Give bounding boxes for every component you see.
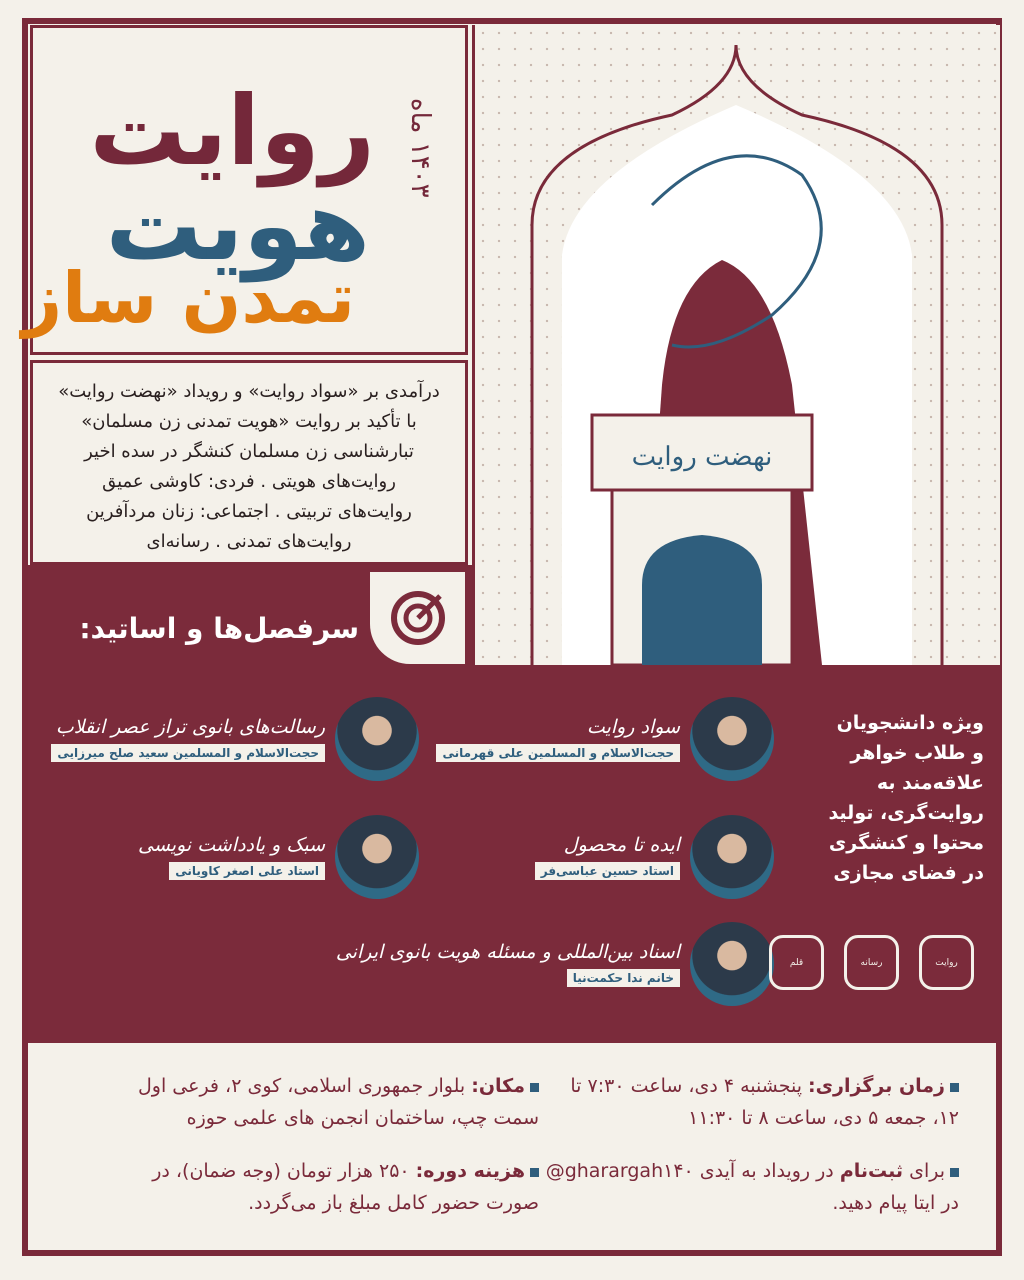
speaker-card	[51, 697, 419, 781]
info-fee	[119, 1155, 539, 1219]
speaker-name: استاد حسین عباسی‌فر	[535, 862, 680, 880]
place-value: بلوار جمهوری اسلامی، کوی ۲، فرعی اول سمت چپ، ساختمان انجمن های علمی حوزه	[137, 1075, 539, 1129]
bullet-icon	[950, 1083, 959, 1092]
target-icon	[370, 572, 465, 664]
speaker-photo	[690, 815, 774, 899]
speaker-name: حجت‌الاسلام و المسلمین علی قهرمانی	[436, 744, 680, 762]
speaker-photo	[690, 922, 774, 1006]
register-prefix: برای	[909, 1160, 945, 1182]
speaker-name: استاد علی اصغر کاویانی	[169, 862, 325, 880]
place-label: مکان:	[471, 1075, 525, 1097]
info-register	[539, 1155, 959, 1219]
sponsor-logo: رسانه	[844, 935, 899, 990]
time-value: پنجشنبه ۴ دی، ساعت ۷:۳۰ تا ۱۲، جمعه ۵ دی، ساعت ۸ تا ۱۱:۳۰	[570, 1075, 959, 1129]
bullet-icon	[530, 1083, 539, 1092]
audience-line: محتوا و کنشگری	[828, 832, 984, 854]
description-line: روایت‌های تربیتی . اجتماعی: زنان مردآفرین	[86, 501, 412, 522]
audience-line: ویژه دانشجویان	[836, 712, 984, 734]
title-box	[21, 25, 468, 355]
speaker-card	[138, 815, 419, 899]
description-line: روایت‌های هویتی . فردی: کاوشی عمیق	[102, 471, 396, 492]
description-line: روایت‌های تمدنی . رسانه‌ای	[146, 531, 352, 552]
title-line-2: هویت	[105, 170, 370, 282]
sponsor-logo: روایت	[919, 935, 974, 990]
sponsor-logo: قلم	[769, 935, 824, 990]
speaker-card	[436, 697, 774, 781]
mosque-arch-illustration	[472, 25, 1000, 665]
podium-text: نهضت روایت	[631, 442, 773, 472]
speaker-card	[535, 815, 774, 899]
title-line-3: تمدن ساز	[21, 257, 355, 339]
time-label: زمان برگزاری:	[808, 1075, 945, 1097]
title-line-1: روایت	[89, 75, 375, 187]
fee-value: ۲۵۰ هزار تومان (وجه ضمان)، در صورت حضور کامل مبلغ باز می‌گردد.	[152, 1160, 539, 1214]
description	[30, 360, 468, 565]
speaker-name: خانم ندا حکمت‌نیا	[567, 969, 680, 987]
speaker-topic: سواد روایت	[586, 716, 680, 738]
info-time	[539, 1070, 959, 1134]
audience-line: علاقه‌مند به	[876, 772, 984, 794]
title-side-text: ۱۴۰۳ ماه	[405, 98, 435, 198]
description-line: تبارشناسی زن مسلمان کنشگر در سده اخیر	[84, 441, 414, 462]
audience-line: و طلاب خواهر	[850, 742, 984, 764]
speaker-card	[336, 922, 774, 1006]
bullet-icon	[950, 1168, 959, 1177]
speaker-photo	[335, 697, 419, 781]
description-line: درآمدی بر «سواد روایت» و رویداد «نهضت روایت»	[58, 381, 440, 402]
audience-line: در فضای مجازی	[833, 862, 984, 884]
speaker-name: حجت‌الاسلام و المسلمین سعید صلح میرزایی	[51, 744, 325, 762]
audience-line: روایت‌گری، تولید	[828, 802, 984, 824]
speaker-topic: سبک و یادداشت نویسی	[138, 834, 325, 856]
section-heading: سرفصل‌ها و اساتید:	[79, 612, 359, 645]
audience-text	[784, 708, 984, 888]
speaker-topic: اسناد بین‌المللی و مسئله هویت بانوی ایرانی	[335, 941, 680, 963]
speaker-topic: رسالت‌های بانوی تراز عصر انقلاب	[55, 716, 325, 738]
bullet-icon	[530, 1168, 539, 1177]
speaker-photo	[690, 697, 774, 781]
info-place	[119, 1070, 539, 1134]
register-value: در رویداد به آیدی gharargah۱۴۰@ در ایتا پیام دهید.	[545, 1160, 959, 1214]
podium-illustration	[472, 25, 1000, 665]
fee-label: هزینه دوره:	[415, 1160, 525, 1182]
speaker-photo	[335, 815, 419, 899]
sponsor-logos	[769, 935, 974, 990]
register-label: ثبت‌نام	[839, 1160, 904, 1182]
speaker-topic: ایده تا محصول	[563, 834, 680, 856]
description-line: با تأکید بر روایت «هویت تمدنی زن مسلمان»	[81, 411, 417, 432]
